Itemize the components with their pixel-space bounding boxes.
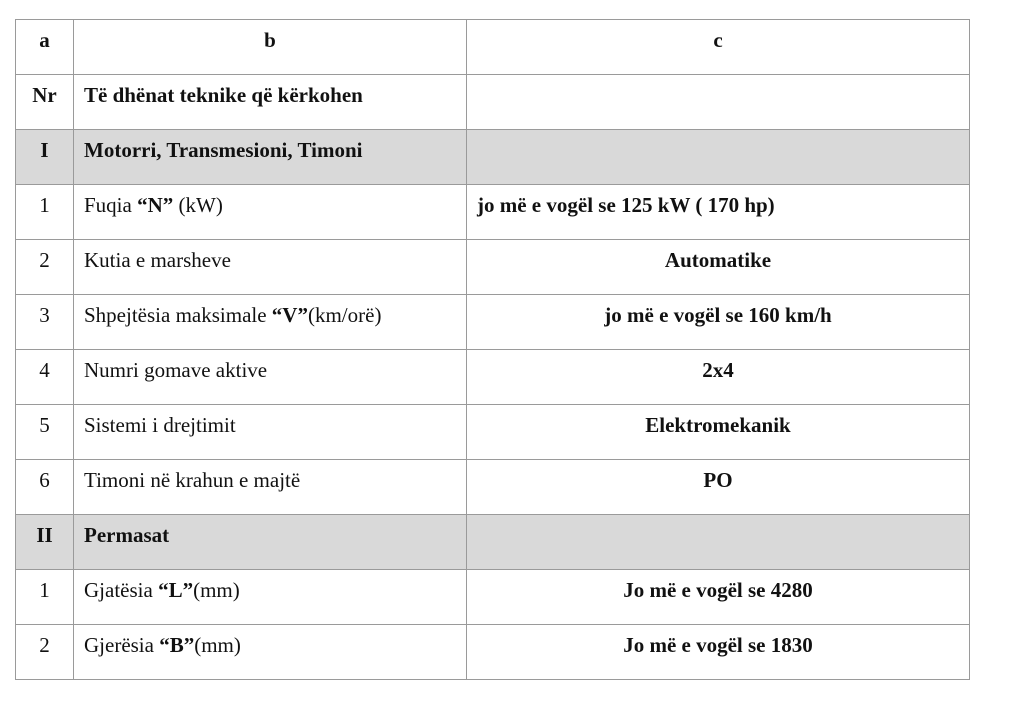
row-value: 2x4 bbox=[467, 350, 970, 405]
row-label bbox=[74, 625, 467, 680]
row-label-unit: (mm) bbox=[194, 633, 241, 657]
row-label-symbol: “L” bbox=[158, 578, 194, 602]
row-nr: 2 bbox=[16, 625, 74, 680]
row-label-unit: (kW) bbox=[173, 193, 223, 217]
section-row-dimensions bbox=[16, 515, 970, 570]
row-label bbox=[74, 460, 467, 515]
row-label-text: Gjatësia bbox=[84, 578, 159, 602]
row-label-text: Fuqia bbox=[84, 193, 138, 217]
row-nr: 6 bbox=[16, 460, 74, 515]
title-row bbox=[16, 75, 970, 130]
row-label bbox=[74, 185, 467, 240]
row-label-text: Shpejtësia maksimale bbox=[84, 303, 272, 327]
row-nr: 5 bbox=[16, 405, 74, 460]
row-label bbox=[74, 295, 467, 350]
row-label bbox=[74, 570, 467, 625]
row-label bbox=[74, 240, 467, 295]
row-nr: 1 bbox=[16, 185, 74, 240]
section-row-motor bbox=[16, 130, 970, 185]
section-id: II bbox=[16, 515, 74, 570]
row-nr: 1 bbox=[16, 570, 74, 625]
row-label-symbol: “N” bbox=[137, 193, 174, 217]
spec-row bbox=[16, 295, 970, 350]
row-label-text: Sistemi i drejtimit bbox=[84, 413, 236, 437]
column-header-c: c bbox=[467, 20, 970, 75]
title-nr: Nr bbox=[16, 75, 74, 130]
spec-row bbox=[16, 405, 970, 460]
row-value: Elektromekanik bbox=[467, 405, 970, 460]
row-value: PO bbox=[467, 460, 970, 515]
section-value-empty bbox=[467, 515, 970, 570]
row-label-symbol: “B” bbox=[159, 633, 195, 657]
row-label-symbol: “V” bbox=[271, 303, 308, 327]
column-header-row bbox=[16, 20, 970, 75]
row-value: Automatike bbox=[467, 240, 970, 295]
row-nr: 4 bbox=[16, 350, 74, 405]
title-label: Të dhënat teknike që kërkohen bbox=[74, 75, 467, 130]
technical-spec-table bbox=[15, 19, 970, 680]
section-value-empty bbox=[467, 130, 970, 185]
column-header-b: b bbox=[74, 20, 467, 75]
column-header-a: a bbox=[16, 20, 74, 75]
spec-row bbox=[16, 350, 970, 405]
row-value: jo më e vogël se 125 kW ( 170 hp) bbox=[467, 185, 970, 240]
row-label-unit: (mm) bbox=[193, 578, 240, 602]
spec-row bbox=[16, 570, 970, 625]
row-value: Jo më e vogël se 1830 bbox=[467, 625, 970, 680]
spec-row bbox=[16, 240, 970, 295]
section-id: I bbox=[16, 130, 74, 185]
spec-row bbox=[16, 185, 970, 240]
row-label-unit: (km/orë) bbox=[307, 303, 382, 327]
row-nr: 2 bbox=[16, 240, 74, 295]
row-label bbox=[74, 350, 467, 405]
row-label-text: Gjerësia bbox=[84, 633, 160, 657]
row-label-text: Numri gomave aktive bbox=[84, 358, 268, 382]
row-value: jo më e vogël se 160 km/h bbox=[467, 295, 970, 350]
row-value: Jo më e vogël se 4280 bbox=[467, 570, 970, 625]
spec-row bbox=[16, 625, 970, 680]
title-value bbox=[467, 75, 970, 130]
section-title: Motorri, Transmesioni, Timoni bbox=[74, 130, 467, 185]
spec-row bbox=[16, 460, 970, 515]
row-label-text: Kutia e marsheve bbox=[84, 248, 231, 272]
row-label bbox=[74, 405, 467, 460]
row-nr: 3 bbox=[16, 295, 74, 350]
section-title: Permasat bbox=[74, 515, 467, 570]
row-label-text: Timoni në krahun e majtë bbox=[84, 468, 301, 492]
